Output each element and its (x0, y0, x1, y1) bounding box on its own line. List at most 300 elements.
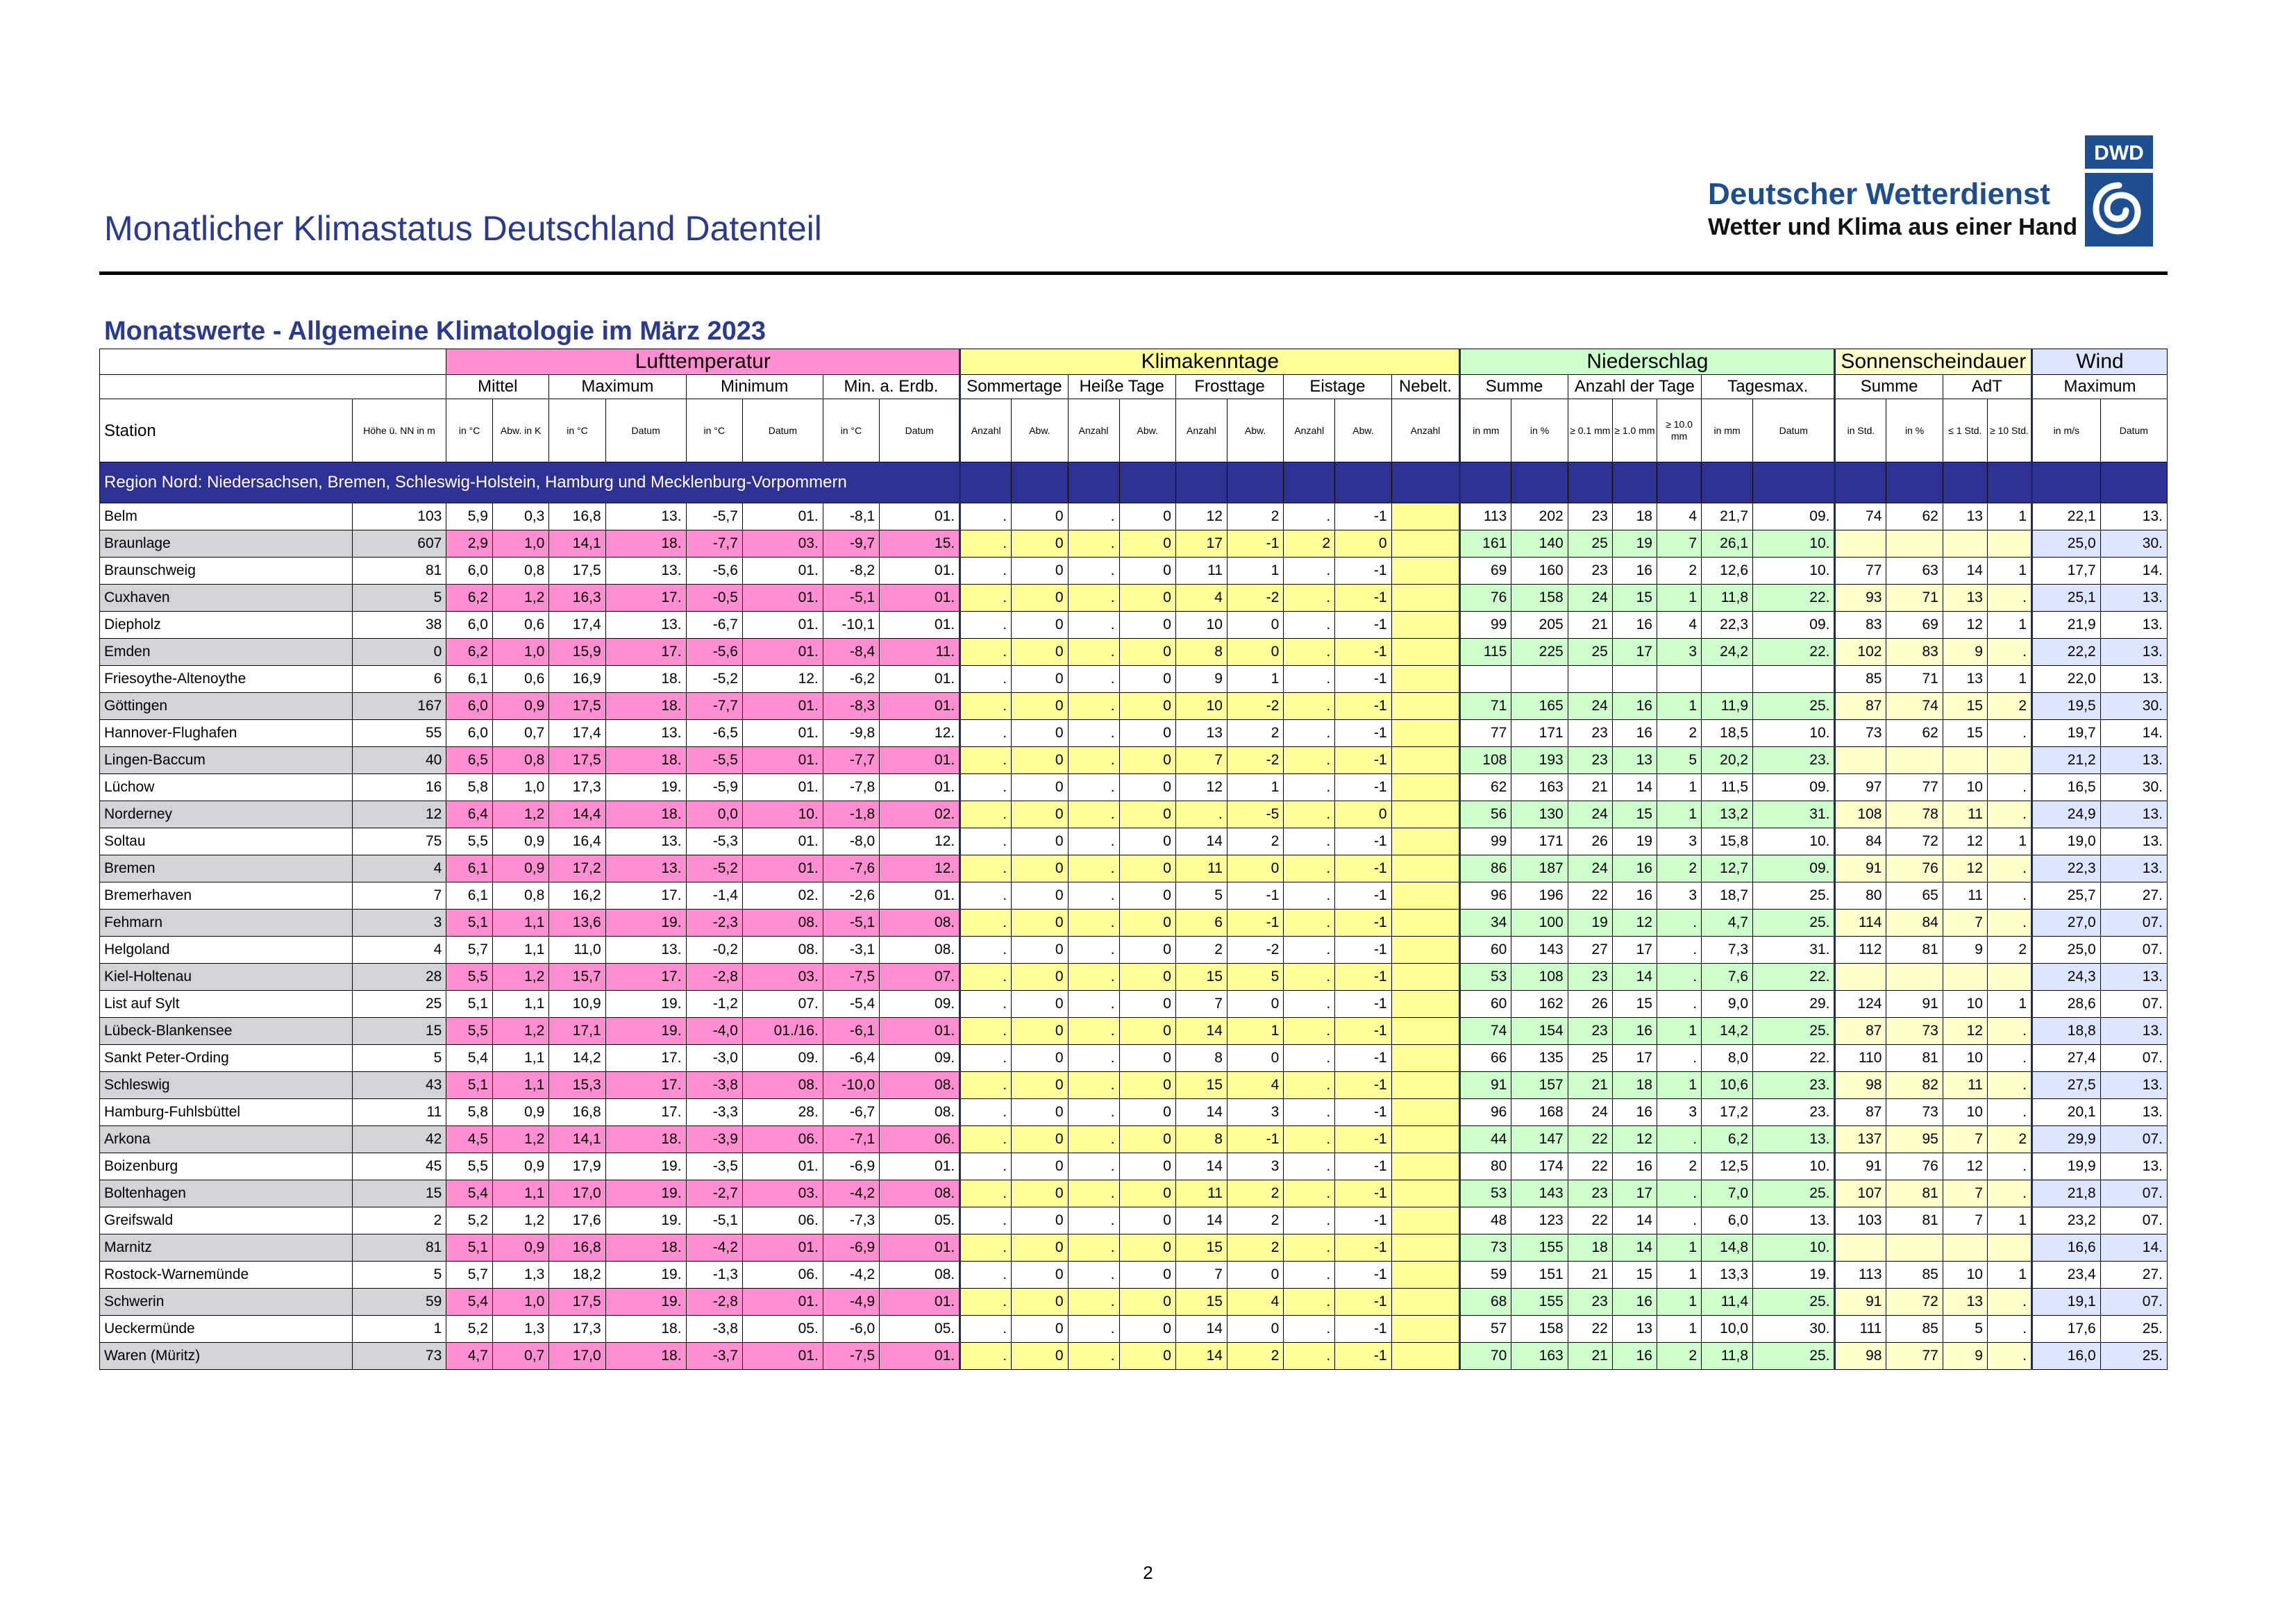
group-niederschlag: Niederschlag (1460, 349, 1835, 375)
table-cell: 0 (1227, 612, 1283, 639)
table-cell: 01. (880, 1234, 960, 1262)
table-cell: 01. (742, 639, 823, 666)
table-cell: . (960, 1045, 1012, 1072)
table-cell: . (1068, 1180, 1119, 1207)
station-name: Helgoland (100, 937, 353, 964)
table-cell: 09. (1753, 855, 1835, 882)
table-cell: 171 (1511, 720, 1568, 747)
table-cell: 10 (1943, 1045, 1987, 1072)
table-cell: . (1657, 991, 1701, 1018)
unit-frost-abw: Abw. (1227, 399, 1283, 462)
table-cell: . (1068, 1316, 1119, 1343)
table-cell: 12 (1943, 855, 1987, 882)
table-cell: 0 (1012, 1045, 1068, 1072)
table-cell: -1 (1335, 991, 1391, 1018)
table-row (100, 991, 2168, 1018)
table-cell: 0 (1119, 910, 1175, 937)
table-cell: 26,1 (1702, 530, 1753, 558)
table-cell: -2,3 (686, 910, 742, 937)
table-cell: -1 (1227, 910, 1283, 937)
table-cell: 83 (1835, 612, 1886, 639)
table-cell: 34 (1460, 910, 1511, 937)
table-cell: . (1068, 1343, 1119, 1370)
table-cell: 02. (880, 801, 960, 828)
table-row (100, 1126, 2168, 1153)
table-cell: 69 (1460, 558, 1511, 585)
table-cell: 09. (742, 1045, 823, 1072)
table-cell: 16 (1612, 558, 1657, 585)
table-cell: 0,6 (492, 666, 548, 693)
table-cell: 17 (1612, 1045, 1657, 1072)
group-wind: Wind (2032, 349, 2168, 375)
table-cell: 2 (1657, 558, 1701, 585)
station-name: List auf Sylt (100, 991, 353, 1018)
table-cell: 193 (1511, 747, 1568, 774)
table-cell: 60 (1460, 937, 1511, 964)
table-cell (1702, 666, 1753, 693)
table-row (100, 1343, 2168, 1370)
table-cell: 06. (880, 1126, 960, 1153)
table-cell: -1 (1335, 828, 1391, 855)
table-cell: 1,2 (492, 1207, 548, 1234)
table-cell: 0 (1119, 1234, 1175, 1262)
table-cell: . (1068, 882, 1119, 910)
unit-wind-datum: Datum (2100, 399, 2167, 462)
table-cell: -7,3 (823, 1207, 879, 1234)
table-cell: 2 (1227, 720, 1283, 747)
table-cell: 0,8 (492, 882, 548, 910)
table-cell: . (960, 1289, 1012, 1316)
table-cell: 0 (1012, 747, 1068, 774)
table-cell: -5,4 (823, 991, 879, 1018)
table-cell: 0 (1119, 503, 1175, 530)
table-cell: -6,9 (823, 1153, 879, 1180)
station-name: Waren (Müritz) (100, 1343, 353, 1370)
table-cell: -5,9 (686, 774, 742, 801)
region-row (100, 462, 2168, 503)
logo-tagline: Wetter und Klima aus einer Hand (1708, 214, 2078, 240)
table-cell: 18 (1612, 503, 1657, 530)
table-cell: 163 (1511, 1343, 1568, 1370)
table-cell: 23 (1568, 720, 1612, 747)
table-cell: . (1657, 1180, 1701, 1207)
table-cell: 2 (1284, 530, 1335, 558)
table-cell (1568, 666, 1612, 693)
table-cell: 01. (742, 503, 823, 530)
table-cell: . (1987, 1316, 2031, 1343)
table-cell: 3 (1657, 828, 1701, 855)
table-cell: 18. (605, 693, 686, 720)
table-cell: 13. (605, 720, 686, 747)
table-cell: 23. (1753, 1072, 1835, 1099)
table-cell: 12 (1943, 828, 1987, 855)
table-cell: 14,2 (549, 1045, 605, 1072)
table-cell: 19 (1612, 828, 1657, 855)
table-cell: 12. (880, 828, 960, 855)
table-cell: . (960, 882, 1012, 910)
table-cell: 16,8 (549, 1234, 605, 1262)
table-cell: 17,0 (549, 1180, 605, 1207)
table-cell: 42 (352, 1126, 446, 1153)
table-cell: 0 (1335, 530, 1391, 558)
table-cell: 7,0 (1702, 1180, 1753, 1207)
table-cell: 1 (1657, 693, 1701, 720)
table-cell: 13. (2100, 503, 2167, 530)
unit-erdb-datum: Datum (880, 399, 960, 462)
table-cell: 19,1 (2032, 1289, 2101, 1316)
table-cell: . (1987, 1289, 2031, 1316)
table-cell: . (1068, 558, 1119, 585)
table-cell: . (1068, 1018, 1119, 1045)
table-cell: 1 (1657, 1072, 1701, 1099)
table-cell (1943, 964, 1987, 991)
table-cell: 71 (1886, 666, 1943, 693)
table-cell: 0 (1012, 774, 1068, 801)
table-cell: 11 (1943, 801, 1987, 828)
table-cell: 5,1 (446, 910, 493, 937)
table-cell: 0 (1119, 558, 1175, 585)
table-cell: 21 (1568, 612, 1612, 639)
table-cell: 06. (742, 1262, 823, 1289)
table-cell: 1,2 (492, 1126, 548, 1153)
table-row (100, 1072, 2168, 1099)
table-cell: -1 (1335, 720, 1391, 747)
table-cell: 96 (1460, 1099, 1511, 1126)
table-cell: . (1987, 1072, 2031, 1099)
table-cell: 16,4 (549, 828, 605, 855)
table-cell: 0 (1119, 1045, 1175, 1072)
region-filler-cell (2032, 462, 2101, 503)
table-cell: 130 (1511, 801, 1568, 828)
table-cell: 0 (1119, 1153, 1175, 1180)
table-cell: . (1284, 747, 1335, 774)
table-cell: -1 (1335, 1289, 1391, 1316)
station-name: Boizenburg (100, 1153, 353, 1180)
table-cell: 25,0 (2032, 530, 2101, 558)
table-cell: 01. (880, 693, 960, 720)
table-cell: . (960, 1099, 1012, 1126)
table-cell: 3 (1227, 1099, 1283, 1126)
table-cell: 0 (1119, 666, 1175, 693)
table-cell: -4,2 (823, 1262, 879, 1289)
table-cell: 01. (742, 1343, 823, 1370)
table-cell: 01. (742, 774, 823, 801)
table-cell: 0 (1227, 991, 1283, 1018)
table-cell: 17,2 (1702, 1099, 1753, 1126)
table-cell: . (1284, 612, 1335, 639)
group-klimakenntage: Klimakenntage (960, 349, 1460, 375)
table-row (100, 1234, 2168, 1262)
table-cell: 23 (1568, 558, 1612, 585)
table-cell: 0 (1012, 503, 1068, 530)
table-cell: . (1284, 1262, 1335, 1289)
table-cell: 11,8 (1702, 585, 1753, 612)
table-cell: 6,5 (446, 747, 493, 774)
table-cell: 163 (1511, 774, 1568, 801)
table-cell: 17. (605, 1045, 686, 1072)
table-cell: 13. (605, 612, 686, 639)
region-filler-cell (1702, 462, 1753, 503)
table-cell: -1 (1335, 666, 1391, 693)
table-cell: 87 (1835, 1099, 1886, 1126)
table-cell: 0 (1119, 747, 1175, 774)
table-cell: 2 (1227, 503, 1283, 530)
table-cell: 6,2 (446, 639, 493, 666)
table-cell: . (1284, 1126, 1335, 1153)
region-filler-cell (1835, 462, 1886, 503)
table-cell: -1 (1335, 1126, 1391, 1153)
table-cell: 23 (1568, 1289, 1612, 1316)
table-cell: 77 (1835, 558, 1886, 585)
table-cell: 1 (1227, 666, 1283, 693)
table-cell: -1 (1335, 747, 1391, 774)
table-cell: . (1284, 801, 1335, 828)
table-cell: 19. (605, 1207, 686, 1234)
table-cell: . (1987, 720, 2031, 747)
table-cell: 87 (1835, 693, 1886, 720)
table-cell: 1,2 (492, 1018, 548, 1045)
table-cell: 14 (1612, 774, 1657, 801)
table-cell: . (1068, 639, 1119, 666)
table-row (100, 1207, 2168, 1234)
table-cell: 0 (1119, 1316, 1175, 1343)
table-cell: 07. (2100, 937, 2167, 964)
table-cell: 24,2 (1702, 639, 1753, 666)
table-cell (1391, 964, 1460, 991)
table-cell (1753, 666, 1835, 693)
table-cell: 08. (880, 1099, 960, 1126)
region-filler-cell (1335, 462, 1391, 503)
table-cell (1391, 1072, 1460, 1099)
table-cell: 17,5 (549, 693, 605, 720)
logo-name: Deutscher Wetterdienst (1708, 177, 2051, 211)
table-cell: . (1284, 585, 1335, 612)
table-cell: 23,4 (2032, 1262, 2101, 1289)
unit-sonne-std: in Std. (1835, 399, 1886, 462)
table-cell: 2,9 (446, 530, 493, 558)
table-cell: . (1987, 1099, 2031, 1126)
table-cell: 0 (1012, 1316, 1068, 1343)
table-cell: 09. (1753, 774, 1835, 801)
table-cell: 77 (1886, 774, 1943, 801)
table-cell: 17. (605, 964, 686, 991)
table-cell: -6,9 (823, 1234, 879, 1262)
table-cell: 7 (1943, 1126, 1987, 1153)
table-cell: 1,1 (492, 1045, 548, 1072)
table-cell: 103 (1835, 1207, 1886, 1234)
table-cell: 23 (1568, 964, 1612, 991)
table-cell: . (1987, 1343, 2031, 1370)
table-row (100, 1045, 2168, 1072)
table-cell: 08. (880, 1262, 960, 1289)
table-cell: 0 (1012, 828, 1068, 855)
table-cell: 08. (742, 1072, 823, 1099)
table-cell: 77 (1460, 720, 1511, 747)
table-cell: . (1987, 910, 2031, 937)
table-cell: 62 (1460, 774, 1511, 801)
sub-maximum: Maximum (549, 375, 686, 399)
table-cell: 9 (1943, 639, 1987, 666)
region-filler-cell (1886, 462, 1943, 503)
table-cell: 1 (1987, 503, 2031, 530)
station-name: Bremen (100, 855, 353, 882)
table-cell: 1 (1987, 1207, 2031, 1234)
table-cell: . (1657, 910, 1701, 937)
table-row (100, 747, 2168, 774)
table-cell: 76 (1886, 1153, 1943, 1180)
table-row (100, 720, 2168, 747)
table-cell: 21 (1568, 1262, 1612, 1289)
table-cell: 6,0 (446, 558, 493, 585)
table-cell: -1,4 (686, 882, 742, 910)
table-cell: 24 (1568, 693, 1612, 720)
sub-adt: AdT (1943, 375, 2031, 399)
table-cell: 15 (1175, 964, 1227, 991)
table-cell: 17,6 (2032, 1316, 2101, 1343)
table-cell: 72 (1886, 828, 1943, 855)
table-cell: . (960, 964, 1012, 991)
table-cell: 1 (1657, 585, 1701, 612)
table-cell: 13. (2100, 855, 2167, 882)
table-cell: 63 (1886, 558, 1943, 585)
region-filler-cell (1657, 462, 1701, 503)
table-cell: 01. (742, 1153, 823, 1180)
table-cell: 0 (1012, 1289, 1068, 1316)
region-filler-cell (1753, 462, 1835, 503)
table-cell: 1,3 (492, 1262, 548, 1289)
table-cell: 19,5 (2032, 693, 2101, 720)
table-cell: -4,2 (823, 1180, 879, 1207)
table-cell: 1 (1987, 666, 2031, 693)
table-row (100, 639, 2168, 666)
table-cell: 29,9 (2032, 1126, 2101, 1153)
table-cell: 23 (1568, 1018, 1612, 1045)
station-name: Lübeck-Blankensee (100, 1018, 353, 1045)
table-cell: 43 (352, 1072, 446, 1099)
table-cell: 13. (605, 503, 686, 530)
table-cell: . (960, 693, 1012, 720)
table-cell: 4 (1227, 1289, 1283, 1316)
table-cell: -7,6 (823, 855, 879, 882)
table-cell: 5,7 (446, 1262, 493, 1289)
group-sonnenscheindauer: Sonnenscheindauer (1835, 349, 2032, 375)
table-cell: 19 (1568, 910, 1612, 937)
table-cell: 21,9 (2032, 612, 2101, 639)
table-cell: 25 (1568, 1045, 1612, 1072)
sub-eistage: Eistage (1284, 375, 1391, 399)
unit-eis-abw: Abw. (1335, 399, 1391, 462)
table-cell: 6,0 (446, 693, 493, 720)
table-cell: 13. (2100, 747, 2167, 774)
table-cell: 12 (1612, 910, 1657, 937)
table-cell: -5,2 (686, 855, 742, 882)
table-cell: 0 (1119, 1262, 1175, 1289)
table-cell: . (1987, 774, 2031, 801)
table-cell: 12. (742, 666, 823, 693)
table-cell: -2 (1227, 585, 1283, 612)
table-cell (1391, 1207, 1460, 1234)
table-cell (1886, 1234, 1943, 1262)
table-cell: 14 (1612, 1207, 1657, 1234)
table-cell: . (1068, 1045, 1119, 1072)
table-cell: 112 (1835, 937, 1886, 964)
table-cell (1886, 530, 1943, 558)
table-cell: -1 (1335, 1207, 1391, 1234)
table-row (100, 1180, 2168, 1207)
station-name: Friesoythe-Altenoythe (100, 666, 353, 693)
table-cell: 01. (880, 666, 960, 693)
table-cell: 23,2 (2032, 1207, 2101, 1234)
table-cell: 15 (1612, 991, 1657, 1018)
table-cell: 17 (1612, 1180, 1657, 1207)
table-cell: . (960, 801, 1012, 828)
table-cell (1391, 937, 1460, 964)
table-cell: 06. (742, 1207, 823, 1234)
table-cell: . (1068, 1289, 1119, 1316)
table-cell: 19. (605, 774, 686, 801)
table-cell: 14 (1175, 1207, 1227, 1234)
table-cell: . (1068, 801, 1119, 828)
table-cell: 06. (742, 1126, 823, 1153)
table-cell: -1 (1227, 882, 1283, 910)
table-cell: 15 (352, 1180, 446, 1207)
table-cell: -5,5 (686, 747, 742, 774)
table-cell: 17. (605, 639, 686, 666)
table-cell: . (1284, 693, 1335, 720)
table-cell: . (1068, 774, 1119, 801)
table-cell: 7,3 (1702, 937, 1753, 964)
unit-frost-anzahl: Anzahl (1175, 399, 1227, 462)
table-cell: -3,9 (686, 1126, 742, 1153)
station-name: Boltenhagen (100, 1180, 353, 1207)
table-cell: 0 (1012, 1126, 1068, 1153)
table-cell: 1,2 (492, 801, 548, 828)
table-cell: 103 (352, 503, 446, 530)
table-cell: -8,3 (823, 693, 879, 720)
table-cell: 2 (352, 1207, 446, 1234)
table-cell: 14 (1175, 1153, 1227, 1180)
table-cell: 22 (1568, 1153, 1612, 1180)
table-cell: . (1068, 991, 1119, 1018)
region-filler-cell (1943, 462, 1987, 503)
table-cell: 80 (1460, 1153, 1511, 1180)
table-cell: 0 (1335, 801, 1391, 828)
table-cell: 13,3 (1702, 1262, 1753, 1289)
region-filler-cell (2100, 462, 2167, 503)
table-cell: 19. (605, 1262, 686, 1289)
table-cell: 25,7 (2032, 882, 2101, 910)
table-cell: 30. (2100, 693, 2167, 720)
table-cell: 07. (2100, 1126, 2167, 1153)
table-cell: 81 (352, 1234, 446, 1262)
table-cell: 6,4 (446, 801, 493, 828)
table-cell: 137 (1835, 1126, 1886, 1153)
table-cell: 1 (1657, 1262, 1701, 1289)
table-cell: -1 (1335, 1343, 1391, 1370)
unit-sonne-pct: in % (1886, 399, 1943, 462)
table-cell: 27,0 (2032, 910, 2101, 937)
table-cell: 26 (1568, 828, 1612, 855)
table-cell: 6 (1175, 910, 1227, 937)
table-cell: 01. (880, 1153, 960, 1180)
table-cell: . (1068, 1207, 1119, 1234)
region-filler-cell (1012, 462, 1068, 503)
table-cell: . (1987, 1045, 2031, 1072)
table-cell: -8,2 (823, 558, 879, 585)
table-cell: 10. (1753, 530, 1835, 558)
table-cell: 9 (1943, 1343, 1987, 1370)
table-cell: 15 (1612, 585, 1657, 612)
